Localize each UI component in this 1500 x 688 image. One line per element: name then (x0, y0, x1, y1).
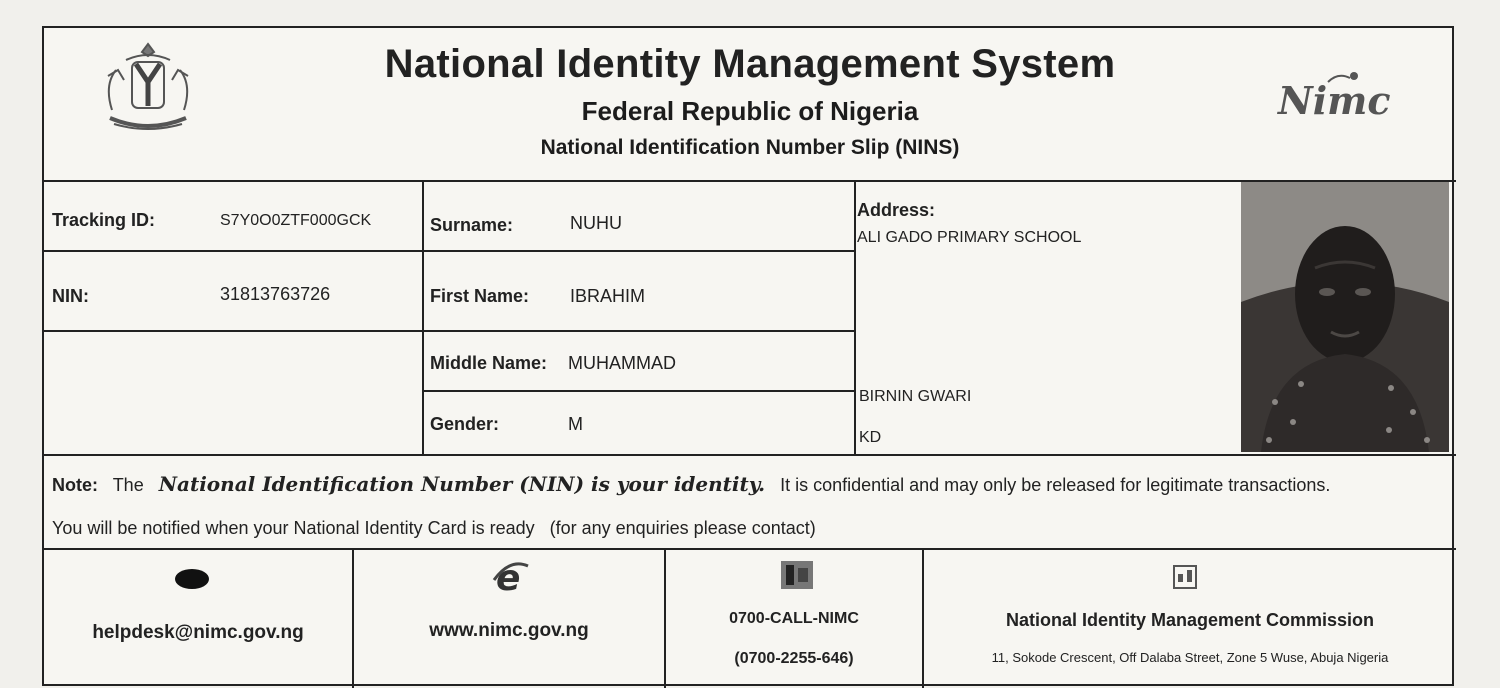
organisation-name: National Identity Management Commission (1005, 610, 1375, 630)
surname-value: NUHU (570, 213, 622, 233)
phone-number-2[interactable]: (0700-2255-646) (734, 650, 854, 667)
building-icon (1170, 560, 1200, 595)
internet-explorer-icon (492, 558, 530, 601)
note-emphasis: National Identification Number (NIN) is your identity. (158, 472, 766, 496)
middle-name-value: MUHAMMAD (568, 353, 676, 373)
phone-icon (780, 560, 814, 595)
tracking-id-label: Tracking ID: (52, 210, 156, 230)
note-post: It is confidential and may only be released for legitimate transactions. (780, 475, 1331, 495)
page-subtitle: Federal Republic of Nigeria (581, 96, 919, 126)
page-title: National Identity Management System (384, 42, 1116, 86)
email-link[interactable]: helpdesk@nimc.gov.ng (92, 622, 304, 643)
note-line-1 (52, 472, 1330, 496)
note-label: Note: (52, 475, 98, 495)
phone-cell (666, 548, 922, 688)
address-line-2: BIRNIN GWARI (859, 388, 972, 405)
slip-title: National Identification Number Slip (NINS) (540, 136, 960, 159)
nimc-logo-text: Nimc (1278, 78, 1391, 123)
website-cell (354, 548, 664, 688)
nin-value: 31813763726 (220, 284, 331, 304)
passport-photo (1241, 182, 1449, 452)
nin-label: NIN: (52, 286, 89, 306)
gender-value: M (568, 414, 583, 434)
surname-label: Surname: (430, 215, 514, 235)
nin-slip (42, 26, 1454, 686)
organisation-address: 11, Sokode Crescent, Off Dalaba Street, Zone 5 Wuse, Abuja Nigeria (991, 650, 1389, 665)
middle-name-label: Middle Name: (430, 353, 548, 373)
first-name-label: First Name: (430, 286, 530, 306)
address-line-3: KD (859, 429, 882, 446)
website-link[interactable]: www.nimc.gov.ng (429, 620, 589, 641)
first-name-value: IBRAHIM (570, 286, 646, 306)
note-line-2: You will be notified when your National Identity Card is ready (for any enquiries please contact) (52, 518, 816, 538)
gender-label: Gender: (430, 414, 500, 434)
note-pre: The (112, 475, 144, 495)
email-cell (44, 548, 352, 688)
email-icon (174, 568, 210, 595)
phone-number-1[interactable]: 0700-CALL-NIMC (729, 610, 859, 627)
address-label: Address: (857, 200, 936, 220)
tracking-id-value: S7Y0O0ZTF000GCK (220, 212, 372, 229)
svg-text:e: e (496, 558, 521, 596)
organisation-cell (924, 548, 1456, 688)
nimc-logo-icon (1276, 68, 1396, 128)
address-line-1: ALI GADO PRIMARY SCHOOL (857, 229, 1082, 246)
